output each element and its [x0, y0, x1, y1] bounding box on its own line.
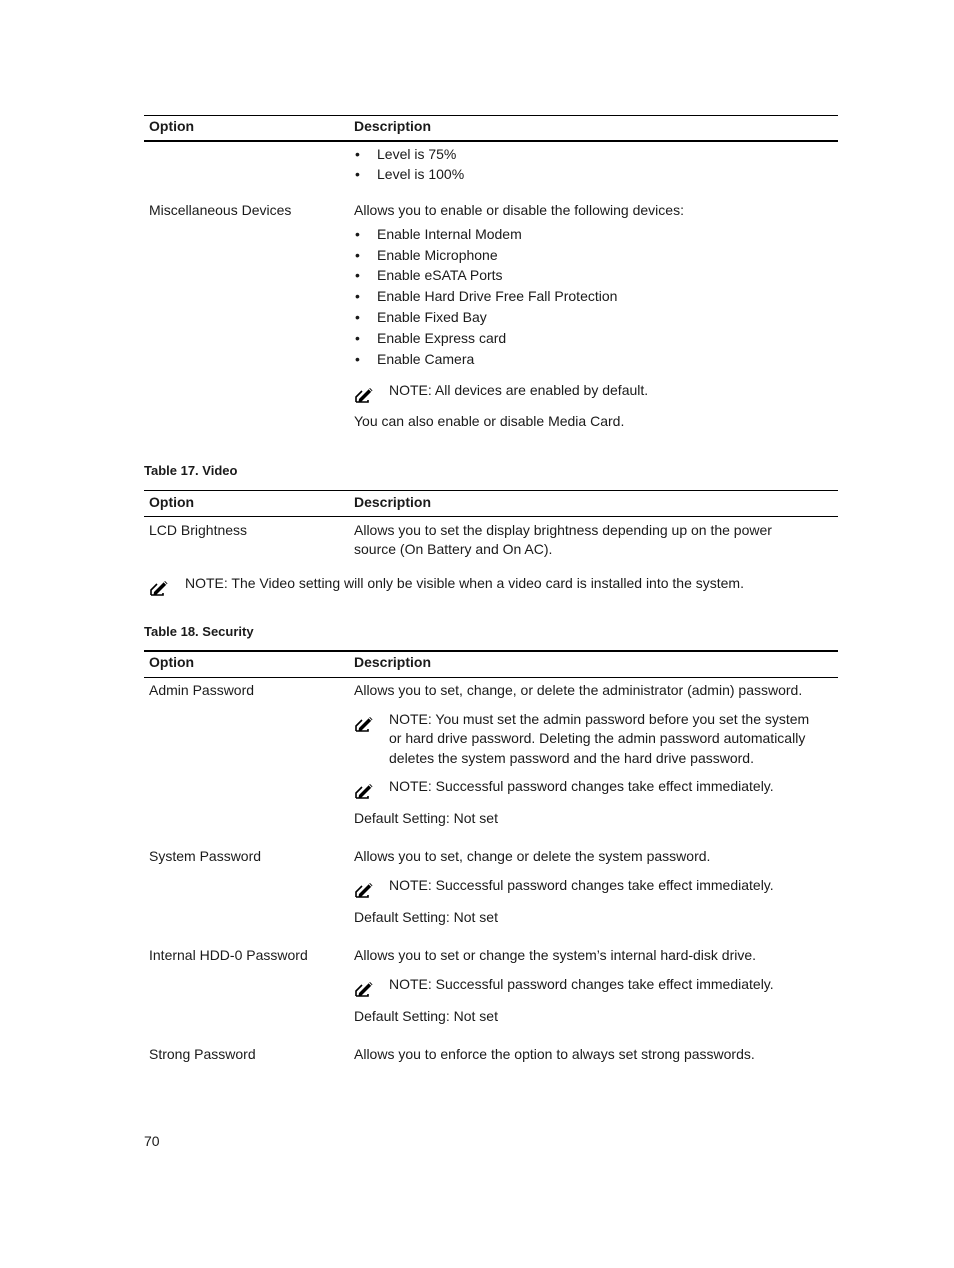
- header-rule: [144, 140, 838, 142]
- column-header-option: Option: [149, 654, 195, 670]
- column-header-option: Option: [149, 494, 195, 510]
- strong-password-description: Allows you to enforce the option to always set strong passwords.: [354, 1046, 755, 1062]
- list-item: • Enable Express card: [377, 329, 506, 349]
- column-header-description: Description: [354, 654, 432, 670]
- note-text: Successful password changes take effect immediately.: [435, 877, 774, 893]
- note-label: NOTE:: [389, 976, 432, 992]
- table-top-rule: [144, 650, 838, 652]
- note-video: [185, 574, 744, 594]
- note-system-password: [389, 876, 774, 896]
- option-misc-devices: Miscellaneous Devices: [149, 202, 292, 218]
- admin-default-setting: Default Setting: Not set: [354, 810, 498, 826]
- table-top-rule: [144, 490, 838, 491]
- list-item: • Enable Fixed Bay: [377, 308, 487, 328]
- option-lcd-brightness: LCD Brightness: [149, 522, 248, 538]
- note-label: NOTE:: [389, 778, 432, 794]
- note-icon: [354, 978, 374, 998]
- note-misc-devices: [389, 381, 648, 401]
- note-text: Successful password changes take effect immediately.: [435, 778, 774, 794]
- note-label: NOTE:: [389, 382, 432, 398]
- lcd-brightness-description-line1: Allows you to set the display brightness depending up on the power: [354, 522, 772, 538]
- list-item: • Enable Microphone: [377, 246, 498, 266]
- note-text: The Video setting will only be visible when a video card is installed into the system.: [231, 575, 744, 591]
- system-password-description: Allows you to set, change or delete the system password.: [354, 848, 711, 864]
- note-icon: [354, 713, 374, 733]
- note-hdd-password: [389, 975, 774, 995]
- table-18-caption: Table 18. Security: [144, 624, 254, 639]
- note-admin-password-changes: [389, 777, 774, 797]
- misc-devices-description: Allows you to enable or disable the following devices:: [354, 202, 684, 218]
- column-header-option: Option: [149, 118, 195, 134]
- header-rule: [144, 516, 838, 517]
- hdd-default-setting: Default Setting: Not set: [354, 1008, 498, 1024]
- list-item: • Enable eSATA Ports: [377, 266, 503, 286]
- admin-password-description: Allows you to set, change, or delete the administrator (admin) password.: [354, 682, 803, 698]
- option-hdd-password: Internal HDD-0 Password: [149, 947, 308, 963]
- column-header-description: Description: [354, 494, 432, 510]
- column-header-description: Description: [354, 118, 432, 134]
- table-17-caption: Table 17. Video: [144, 463, 238, 478]
- list-item: • Enable Camera: [377, 350, 474, 370]
- page: [144, 0, 838, 1268]
- hdd-password-description: Allows you to set or change the system’s internal hard-disk drive.: [354, 947, 757, 963]
- note-icon: [354, 384, 374, 404]
- list-item: • Level is 100%: [377, 165, 464, 185]
- note-text: All devices are enabled by default.: [434, 382, 649, 398]
- note-icon: [354, 879, 374, 899]
- list-item: • Enable Internal Modem: [377, 225, 522, 245]
- note-admin-password-line1: [389, 710, 809, 730]
- note-admin-password-line2: or hard drive password. Deleting the admin password automatically: [389, 730, 806, 746]
- list-item: • Level is 75%: [377, 145, 456, 165]
- option-admin-password: Admin Password: [149, 682, 255, 698]
- option-strong-password: Strong Password: [149, 1046, 256, 1062]
- note-icon: [149, 577, 169, 597]
- note-text: Successful password changes take effect immediately.: [435, 976, 774, 992]
- note-label: NOTE:: [389, 711, 432, 727]
- header-rule: [144, 677, 838, 678]
- list-item: • Enable Hard Drive Free Fall Protection: [377, 287, 617, 307]
- note-label: NOTE:: [389, 877, 432, 893]
- note-icon: [354, 780, 374, 800]
- note-label: NOTE:: [185, 575, 228, 591]
- system-default-setting: Default Setting: Not set: [354, 909, 498, 925]
- media-card-text: You can also enable or disable Media Card.: [354, 413, 625, 429]
- page-number: 70: [144, 1133, 160, 1149]
- table-top-rule: [144, 115, 838, 116]
- lcd-brightness-description-line2: source (On Battery and On AC).: [354, 541, 553, 557]
- note-admin-password-line3: deletes the system password and the hard drive password.: [389, 750, 754, 766]
- note-text: You must set the admin password before you set the system: [435, 711, 810, 727]
- option-system-password: System Password: [149, 848, 262, 864]
